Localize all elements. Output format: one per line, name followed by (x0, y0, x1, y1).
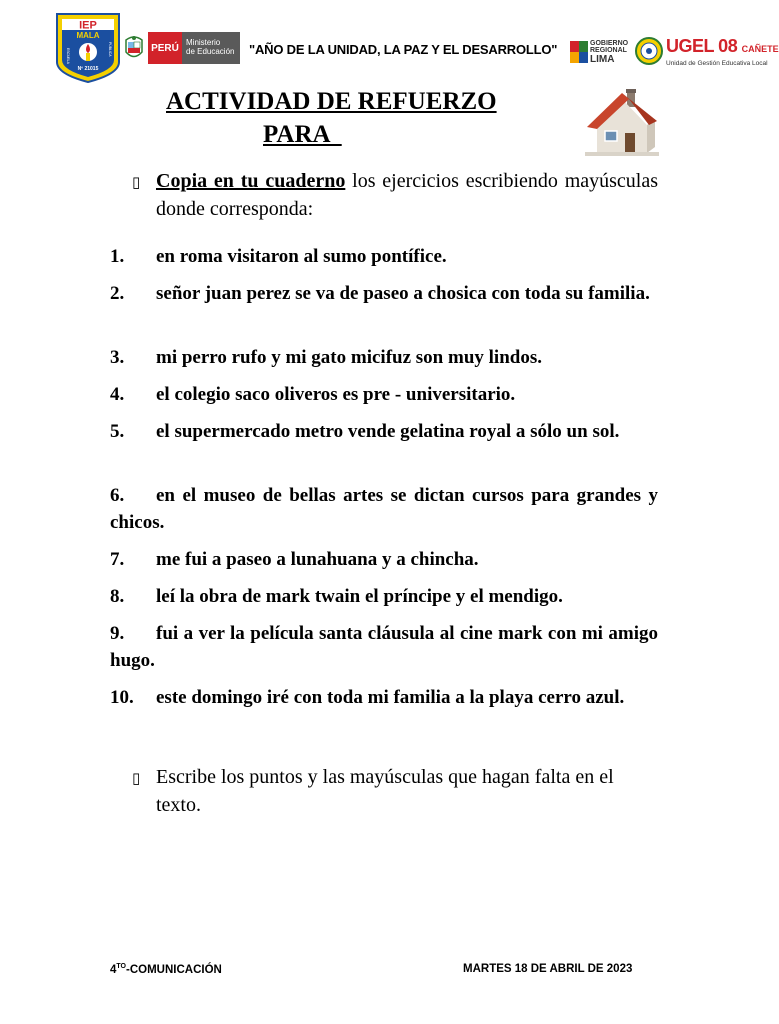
exercise-text: en roma visitaron al sumo pontífice. (156, 246, 447, 267)
instruction-bullet-icon: ▯ (132, 769, 141, 787)
exercise-text: el colegio saco oliveros es pre - universitario. (156, 384, 516, 405)
regional-gov-cube-icon (570, 41, 588, 63)
ugel-title-suffix: CAÑETE (741, 44, 779, 54)
exercise-item (110, 482, 658, 536)
ministry-logo (148, 32, 240, 64)
exercise-text: mi perro rufo y mi gato micifuz son muy lindos. (156, 347, 542, 368)
ministry-name-line2: de Educación (186, 47, 235, 56)
exercise-text: me fui a paseo a lunahuana y a chincha. (156, 549, 479, 570)
exercise-number: 4. (110, 384, 125, 405)
instruction-copy-rest: los ejercicios escribiendo mayúsculas donde corresponda: (156, 170, 659, 220)
ugel-title-main: UGEL 08 (666, 36, 738, 56)
exercise-number: 10. (110, 687, 134, 708)
exercise-text: el supermercado metro vende gelatina royal a sólo un sol. (156, 421, 620, 442)
exercise-number: 3. (110, 347, 125, 368)
footer-subject: -COMUNICACIÓN (126, 963, 222, 976)
exercise-number: 6. (110, 485, 125, 506)
school-left-word: ESCUELA (66, 48, 70, 64)
exercise-number: 8. (110, 586, 125, 607)
exercise-item (110, 546, 658, 573)
exercise-text: leí la obra de mark twain el príncipe y el mendigo. (156, 586, 563, 607)
footer-date: MARTES 18 DE ABRIL DE 2023 (463, 963, 633, 975)
school-name: MALA (76, 31, 100, 40)
footer-grade: 4 (110, 963, 117, 976)
school-shield-icon (55, 12, 121, 84)
footer-grade-suffix: TO (116, 963, 127, 970)
regional-gov-line2: REGIONAL (590, 47, 627, 54)
house-icon (585, 85, 659, 157)
exercise-text: señor juan perez se va de paseo a chosica con toda su familia. (156, 283, 650, 304)
exercise-number: 9. (110, 623, 125, 644)
school-number: Nº 21015 (77, 66, 99, 72)
exercise-number: 2. (110, 283, 125, 304)
ugel-title (666, 36, 779, 57)
exercise-item (110, 344, 658, 371)
instruction-copy (156, 167, 658, 223)
regional-gov-line1: GOBIERNO (590, 40, 629, 47)
peru-coat-of-arms-icon (122, 34, 146, 62)
exercise-item (110, 418, 658, 445)
year-motto: "AÑO DE LA UNIDAD, LA PAZ Y EL DESARROLLO" (249, 42, 558, 57)
exercise-text: este domingo iré con toda mi familia a la playa cerro azul. (156, 687, 625, 708)
instruction-bullet-icon: ▯ (132, 173, 141, 191)
footer-grade-subject (110, 963, 222, 976)
page-title-line1: ACTIVIDAD DE REFUERZO (166, 88, 497, 115)
regional-gov-text (590, 40, 629, 65)
page-header (0, 0, 779, 90)
ministry-name (182, 32, 240, 64)
instruction-copy-lead: Copia en tu cuaderno (156, 170, 346, 192)
school-acronym: IEP (79, 19, 97, 32)
page-title-line2: PARA (263, 121, 342, 148)
exercise-item (110, 620, 658, 674)
regional-gov-line3: LIMA (590, 54, 615, 65)
exercise-item (110, 280, 658, 307)
ministry-country: PERÚ (148, 32, 182, 64)
ugel-unit: Unidad de Gestión Educativa Local (666, 60, 768, 67)
exercise-number: 5. (110, 421, 125, 442)
exercise-number: 7. (110, 549, 125, 570)
exercise-text: en el museo de bellas artes se dictan cursos para grandes y chicos. (110, 485, 658, 533)
exercise-item (110, 583, 658, 610)
regional-gov-logo (570, 39, 629, 67)
ugel-badge-icon (635, 35, 663, 67)
exercise-text: fui a ver la película santa cláusula al cine mark con mi amigo hugo. (110, 623, 658, 671)
exercise-item (110, 243, 658, 270)
ministry-name-line1: Ministerio (186, 38, 221, 47)
exercise-item (110, 684, 658, 711)
exercise-number: 1. (110, 246, 125, 267)
school-right-word: PÚBLICA (108, 42, 112, 57)
instruction-punctuation: Escribe los puntos y las mayúsculas que hagan falta en el texto. (156, 766, 614, 816)
exercise-item (110, 381, 658, 408)
